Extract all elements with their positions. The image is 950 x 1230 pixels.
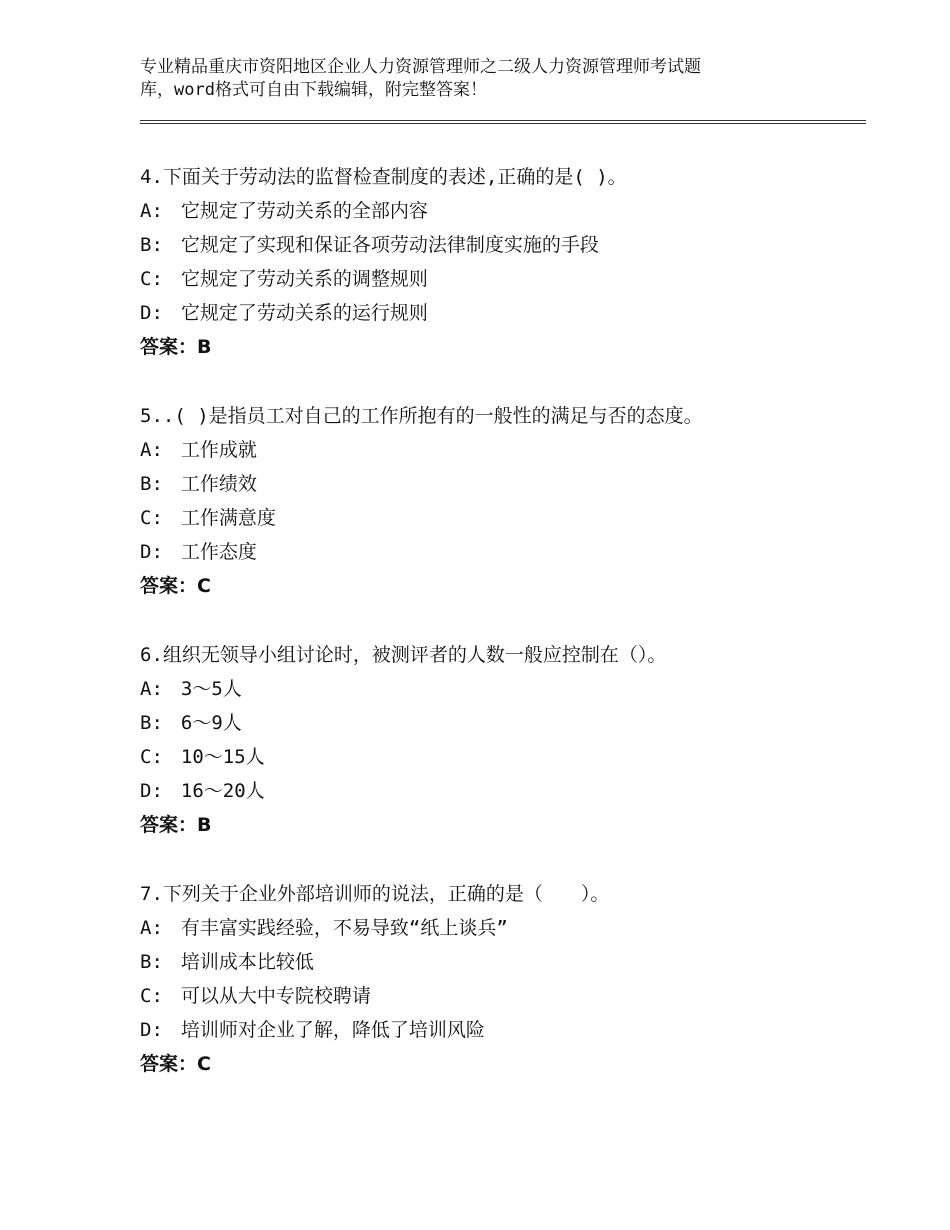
question-text: 7.下列关于企业外部培训师的说法，正确的是（ ）。 — [140, 883, 610, 905]
option-b — [140, 706, 860, 740]
option-text: 10～15人 — [180, 746, 265, 768]
option-letter: C: — [140, 985, 163, 1007]
option-b — [140, 945, 860, 979]
option-letter: A: — [140, 439, 163, 461]
option-letter: A: — [140, 917, 163, 939]
question-block — [140, 399, 860, 603]
option-c — [140, 979, 860, 1013]
option-text: 它规定了劳动关系的全部内容 — [180, 200, 428, 222]
option-letter: B: — [140, 951, 163, 973]
option-c — [140, 262, 860, 296]
header-divider-bottom — [140, 123, 866, 124]
option-letter: B: — [140, 473, 163, 495]
header-line-2: 库，word格式可自由下载编辑，附完整答案！ — [140, 80, 487, 100]
question-block — [140, 877, 860, 1081]
option-letter: C: — [140, 268, 163, 290]
option-c — [140, 740, 860, 774]
option-text: 它规定了实现和保证各项劳动法律制度实施的手段 — [180, 234, 599, 256]
answer-label: 答案：B — [140, 336, 212, 358]
option-text: 它规定了劳动关系的调整规则 — [180, 268, 428, 290]
option-a — [140, 672, 860, 706]
answer-label: 答案：C — [140, 1053, 211, 1075]
document-header — [140, 56, 800, 102]
option-d — [140, 774, 860, 808]
option-letter: D: — [140, 1019, 163, 1041]
option-letter: D: — [140, 302, 163, 324]
question-block — [140, 638, 860, 842]
option-text: 可以从大中专院校聘请 — [180, 985, 371, 1007]
question-text: 6.组织无领导小组讨论时，被测评者的人数一般应控制在（）。 — [140, 644, 667, 666]
option-text: 工作满意度 — [180, 507, 276, 529]
option-b — [140, 228, 860, 262]
option-letter: D: — [140, 541, 163, 563]
option-text: 工作态度 — [180, 541, 257, 563]
option-text: 培训成本比较低 — [180, 951, 314, 973]
option-text: 培训师对企业了解，降低了培训风险 — [180, 1019, 485, 1041]
option-letter: C: — [140, 746, 163, 768]
option-text: 工作成就 — [180, 439, 257, 461]
option-letter: B: — [140, 234, 163, 256]
option-letter: C: — [140, 507, 163, 529]
option-letter: A: — [140, 200, 163, 222]
question-text: 5..( )是指员工对自己的工作所抱有的一般性的满足与否的态度。 — [140, 405, 703, 427]
header-divider-top — [140, 120, 866, 121]
option-a — [140, 194, 860, 228]
question-text: 4.下面关于劳动法的监督检查制度的表述,正确的是( )。 — [140, 166, 627, 188]
option-text: 工作绩效 — [180, 473, 257, 495]
option-d — [140, 1013, 860, 1047]
option-b — [140, 467, 860, 501]
option-c — [140, 501, 860, 535]
question-block — [140, 160, 860, 364]
option-d — [140, 535, 860, 569]
answer-label: 答案：B — [140, 814, 212, 836]
option-text: 它规定了劳动关系的运行规则 — [180, 302, 428, 324]
option-text: 3～5人 — [180, 678, 242, 700]
option-letter: B: — [140, 712, 163, 734]
option-text: 16～20人 — [180, 780, 265, 802]
option-d — [140, 296, 860, 330]
option-text: 有丰富实践经验，不易导致“纸上谈兵” — [180, 917, 508, 939]
answer-label: 答案：C — [140, 575, 211, 597]
option-letter: A: — [140, 678, 163, 700]
header-line-1: 专业精品重庆市资阳地区企业人力资源管理师之二级人力资源管理师考试题 — [140, 57, 701, 77]
option-letter: D: — [140, 780, 163, 802]
option-a — [140, 433, 860, 467]
option-a — [140, 911, 860, 945]
option-text: 6～9人 — [180, 712, 242, 734]
